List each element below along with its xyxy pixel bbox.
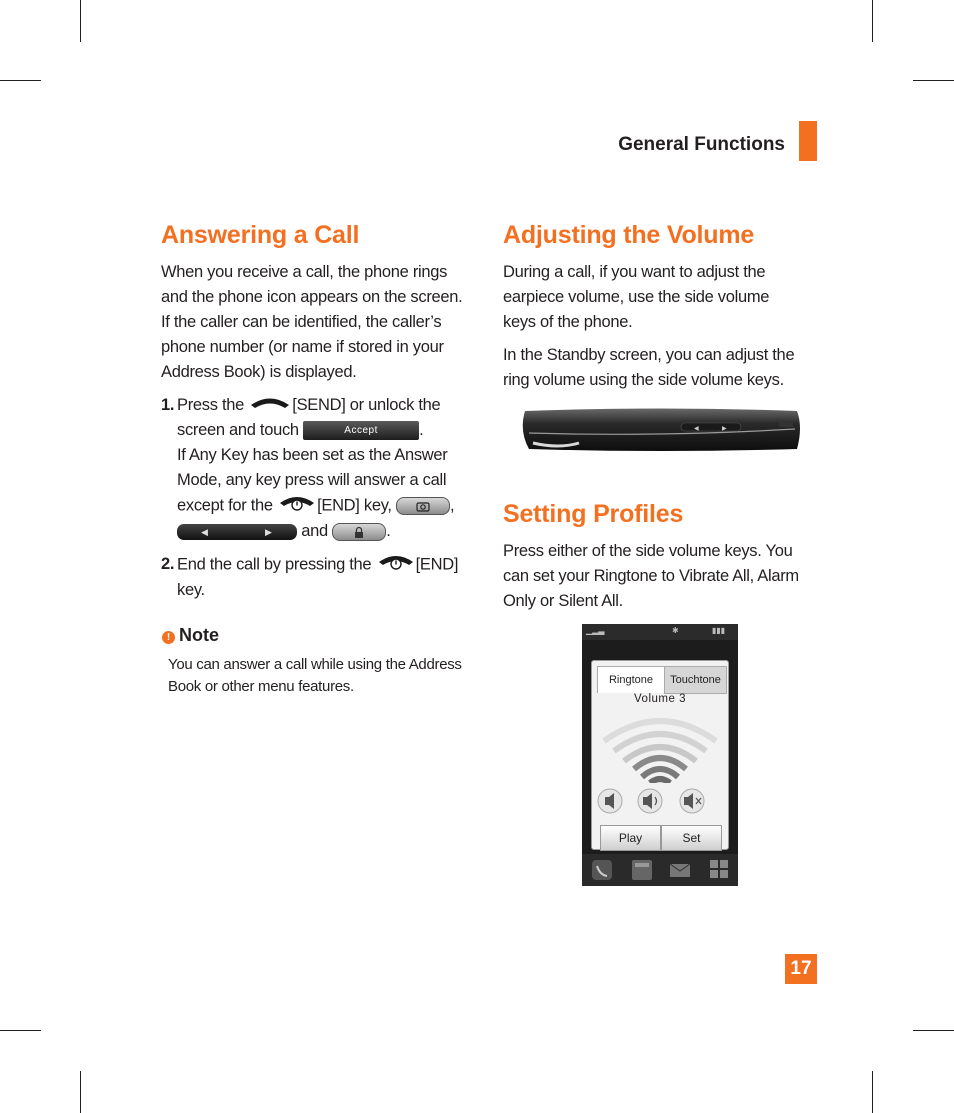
crop-mark [0, 1030, 41, 1031]
send-key-icon [248, 393, 292, 418]
step-text: [SEND] or unlock the screen and touch [177, 396, 441, 440]
battery-icon: ▮▮▮ [712, 626, 726, 635]
phone-screen [582, 624, 738, 886]
step-text: Press the [177, 396, 244, 414]
crop-mark [872, 1071, 873, 1113]
crop-mark [872, 0, 873, 42]
step-text: , [450, 496, 455, 515]
page-number: 17 [785, 954, 817, 984]
lock-key-icon [332, 523, 386, 541]
crop-mark [80, 1071, 81, 1113]
header-accent-bar [799, 121, 817, 161]
phone-side-illustration [519, 407, 803, 453]
set-button[interactable]: Set [661, 825, 722, 851]
tab-ringtone[interactable]: Ringtone [597, 666, 665, 693]
volume-title: Adjusting the Volume [503, 221, 755, 249]
volume-dialog [591, 660, 729, 850]
volume-p1: During a call, if you want to adjust the earpiece volume, use the side volume keys of the phone. [503, 263, 770, 331]
step-2 [161, 552, 461, 603]
profiles-p1: Press either of the side volume keys. You can set your Ringtone to Vibrate All, Alarm Only or Silent All. [503, 542, 799, 610]
bottom-dock [582, 854, 738, 886]
volume-controls [596, 787, 724, 815]
message-dock-icon [670, 864, 690, 877]
answering-intro-text: When you receive a call, the phone rings and the phone icon appears on the screen. If the caller can be identified, the caller’s phone number (or name if stored in your Address Book) is displayed. [161, 263, 463, 381]
end-key-icon [376, 552, 416, 578]
bluetooth-icon: ✱ [672, 626, 679, 635]
step-number: 1. [161, 396, 175, 414]
volume-keys-icon: ◀ ▶ [177, 524, 297, 540]
volume-body [503, 260, 803, 393]
crop-mark [913, 1030, 954, 1031]
accept-button-icon: Accept [303, 421, 419, 440]
signal-icon: ▁▂▃ [586, 626, 605, 635]
step-text: End the call by pressing the [177, 555, 372, 574]
status-bar [582, 624, 738, 640]
tab-touchtone[interactable]: Touchtone [664, 666, 727, 694]
volume-up-icon [638, 789, 662, 813]
volume-waves-icon [592, 711, 728, 783]
note-icon: ! [162, 631, 175, 644]
answering-title: Answering a Call [161, 221, 360, 249]
phone-dock-icon [592, 860, 612, 880]
crop-mark [0, 80, 41, 81]
step-text: [END] key. [177, 555, 459, 599]
volume-level-label: Volume 3 [634, 693, 686, 705]
dialog-buttons [600, 825, 720, 851]
contacts-dock-icon [632, 860, 652, 880]
camera-key-icon [396, 497, 450, 515]
answering-intro [161, 260, 471, 385]
play-button[interactable]: Play [600, 825, 661, 851]
menu-dock-icon [710, 860, 728, 878]
step-text: . [419, 421, 424, 440]
step-number: 2. [161, 555, 175, 573]
crop-mark [913, 80, 954, 81]
section-header: General Functions [618, 134, 785, 155]
svg-text:◀: ◀ [694, 425, 699, 432]
step-text: and [301, 522, 328, 541]
note-title: Note [179, 625, 219, 645]
mute-icon [680, 789, 704, 813]
note-heading [162, 625, 219, 646]
crop-mark [80, 0, 81, 42]
volume-p2: In the Standby screen, you can adjust the ring volume using the side volume keys. [503, 346, 795, 389]
profiles-body [503, 539, 813, 614]
svg-text:▶: ▶ [722, 425, 727, 432]
end-key-icon [277, 493, 317, 519]
step-text: . [386, 522, 391, 541]
step-text: [END] key, [317, 496, 392, 515]
step-text: If Any Key has been set as the Answer Mode, any key press will answer a call except for the [177, 446, 448, 515]
volume-down-icon [598, 789, 622, 813]
step-1 [161, 393, 461, 544]
note-text: You can answer a call while using the Address Book or other menu features. [168, 656, 462, 695]
profiles-title: Setting Profiles [503, 500, 684, 528]
